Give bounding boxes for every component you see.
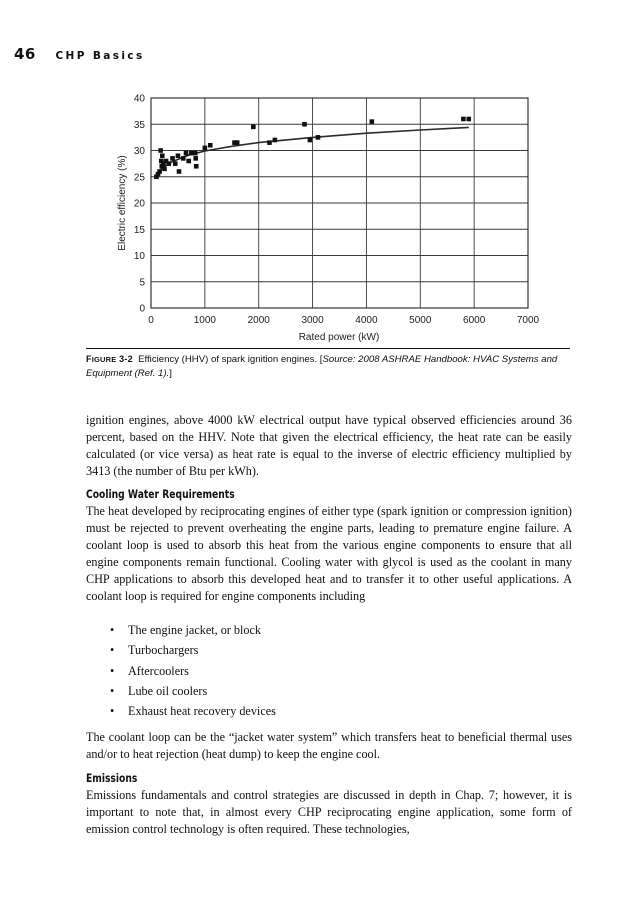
- data-point: [181, 156, 186, 161]
- x-tick-label: 2000: [247, 315, 270, 326]
- y-tick-label: 40: [133, 93, 145, 105]
- list-item: • Turbochargers: [110, 640, 276, 660]
- heading-emissions: Emissions: [86, 772, 138, 785]
- data-point: [208, 143, 213, 148]
- component-list: [110, 620, 276, 721]
- data-point: [170, 156, 175, 161]
- efficiency-chart: [108, 88, 558, 346]
- paragraph-emissions: Emissions fundamentals and control strategies are discussed in depth in Chap. 7; however, it is important to note that, in almost every CHP reciprocating engine application, some form of emission control technology is often required. These technologies,: [86, 788, 572, 836]
- data-point: [177, 169, 182, 174]
- y-tick-label: 15: [133, 224, 145, 236]
- data-point: [162, 167, 167, 172]
- data-point: [193, 151, 198, 156]
- x-tick-label: 4000: [355, 315, 378, 326]
- data-point: [251, 125, 256, 130]
- data-point: [158, 148, 163, 153]
- figure-number: 3-2: [119, 354, 133, 364]
- data-point: [235, 140, 240, 145]
- data-point: [194, 164, 199, 169]
- x-tick-label: 0: [148, 315, 154, 326]
- data-point: [184, 151, 189, 156]
- data-point: [466, 117, 471, 122]
- y-tick-label: 35: [133, 119, 145, 131]
- data-point: [203, 146, 208, 151]
- data-point: [166, 161, 171, 166]
- list-item: • Aftercoolers: [110, 661, 276, 681]
- y-tick-label: 0: [139, 303, 145, 315]
- paragraph-coolant-loop: The coolant loop can be the “jacket water system” which transfers heat to beneficial thermal uses and/or to heat rejection (heat dump) to keep the engine cool.: [86, 730, 572, 761]
- data-point: [316, 135, 321, 140]
- data-point: [186, 159, 191, 164]
- y-tick-label: 10: [133, 251, 145, 262]
- data-point: [176, 153, 181, 158]
- data-point: [461, 117, 466, 122]
- figure-caption: FIGURE 3-2 Efficiency (HHV) of spark ignition engines. [Source: 2008 ASHRAE Handbook: HVAC Systems and Equipment (Ref. 1).]: [86, 348, 570, 381]
- data-point: [308, 138, 313, 143]
- figure-label: FIGURE 3-2: [86, 354, 133, 364]
- data-point: [160, 153, 165, 158]
- list-item: • The engine jacket, or block: [110, 620, 276, 640]
- figure-source: Source: 2008 ASHRAE Handbook: HVAC Systems and Equipment (Ref. 1).: [86, 354, 558, 379]
- y-tick-label: 30: [133, 146, 145, 157]
- data-point: [302, 122, 307, 127]
- page-number: 46: [14, 45, 36, 63]
- data-point: [370, 119, 375, 124]
- x-tick-label: 6000: [463, 315, 486, 326]
- data-point: [273, 138, 278, 143]
- y-tick-label: 25: [133, 172, 145, 184]
- list-item: • Exhaust heat recovery devices: [110, 701, 276, 721]
- x-tick-label: 7000: [516, 315, 540, 326]
- heading-cooling-water: Cooling Water Requirements: [86, 488, 235, 501]
- data-point: [173, 161, 178, 166]
- data-point: [157, 169, 162, 174]
- y-tick-label: 5: [139, 277, 145, 289]
- x-axis-label: Rated power (kW): [298, 332, 380, 343]
- paragraph-cooling: The heat developed by reciprocating engines of either type (spark ignition or compression ignition) must be rejected to prevent overheating the engine parts, leading to premature engine failure. A coolant loop is used to absorb this heat from the various engine components to ensure that all engine components remain functional. Cooling water with glycol is used as the coolant in many CHP applications to absorb this developed heat and to transfer it to other useful applications. A coolant loop is required for engine components including: [86, 504, 572, 603]
- x-tick-label: 5000: [409, 315, 432, 326]
- paragraph-intro: ignition engines, above 4000 kW electrical output have typical observed efficiencies around 36 percent, based on the HHV. Note that given the electrical efficiency, the heat rate can be easily calculated (or vice versa) as heat rate is equal to the inverse of electric efficiency multiplied by 3413 (the number of Btu per kWh).: [86, 413, 572, 478]
- x-tick-label: 1000: [193, 315, 216, 326]
- x-tick-label: 3000: [301, 315, 324, 326]
- data-point: [193, 156, 198, 161]
- figure-caption-text: Efficiency (HHV) of spark ignition engines. [: [138, 354, 323, 365]
- running-title: CHP Basics: [55, 50, 145, 62]
- data-point: [267, 140, 272, 145]
- list-item: • Lube oil coolers: [110, 681, 276, 701]
- running-header: [14, 44, 145, 63]
- y-axis-label: Electric efficiency (%): [117, 155, 128, 251]
- y-tick-label: 20: [133, 198, 145, 210]
